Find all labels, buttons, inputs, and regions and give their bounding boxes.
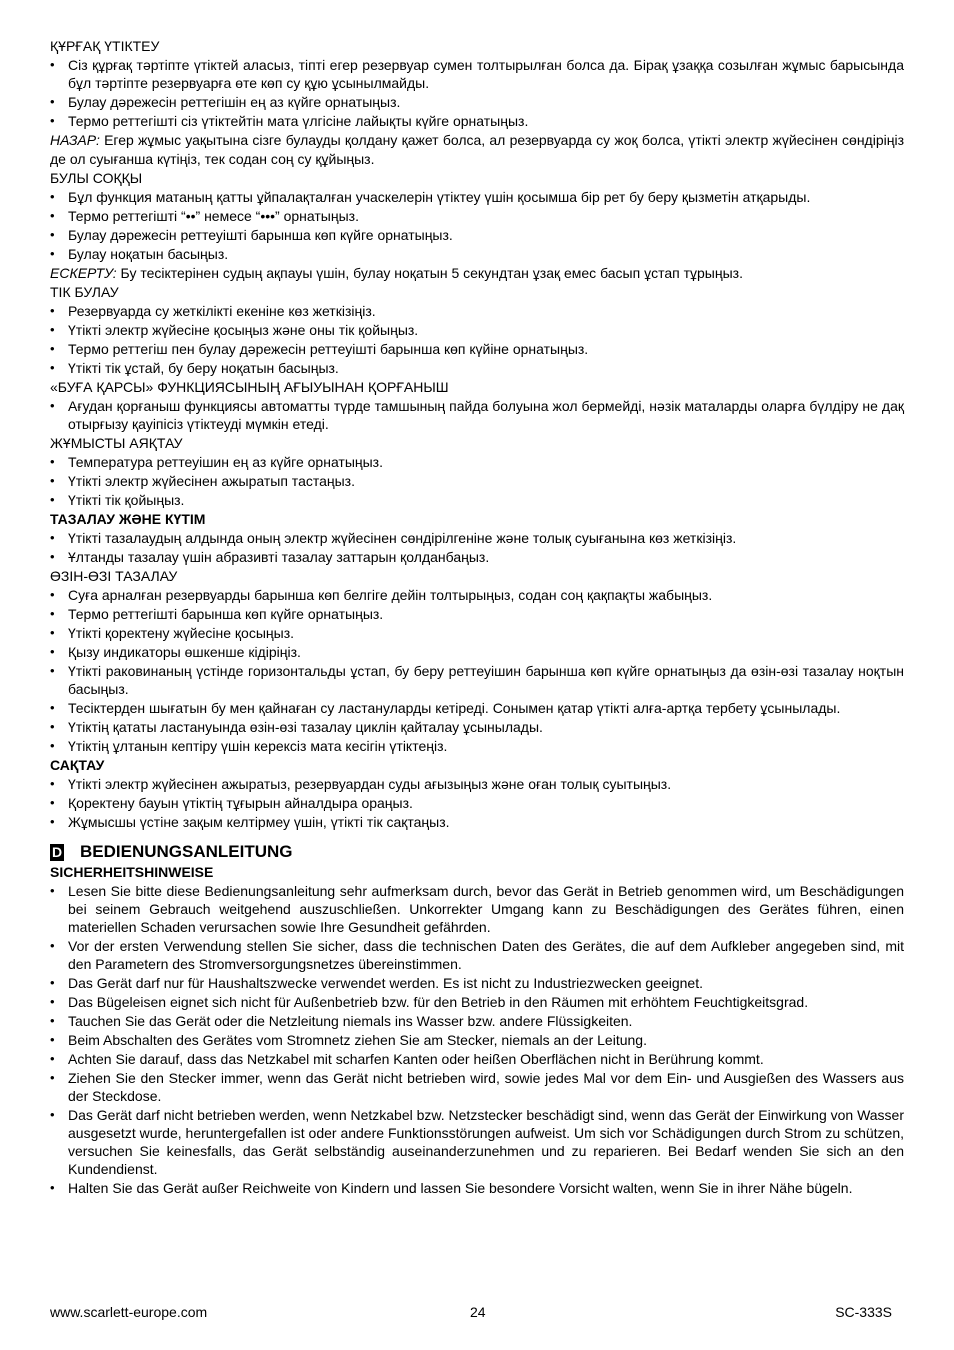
list-item: • Сіз құрғақ тәртіпте үтіктей аласыз, тіпті егер резервуар сумен толтырылған болса да. Бірақ ұзаққа созылған жұмыс барысында бұл тәртіпте резервуарға өте көп су құю ұсынылмайды. — [50, 56, 904, 92]
list-item: • Термо реттегішті “••” немесе “•••” орнатыңыз. — [50, 207, 904, 225]
list-item: • Булау дәрежесін реттегішін ең аз күйге орнатыңыз. — [50, 93, 904, 111]
note-text: Бу тесіктерінен судың ақпауы үшін, булау ноқатын 5 секундтан ұзақ емес басып ұстап тұрыңыз. — [116, 265, 743, 281]
self-clean-list — [50, 586, 904, 755]
section-title-finish: ЖҰМЫСТЫ АЯҚТАУ — [50, 435, 183, 451]
document-page — [50, 37, 904, 1198]
list-item: • Lesen Sie bitte diese Bedienungsanleitung sehr aufmerksam durch, bevor das Gerät in Betrieb genommen wird, um Beschädigungen bei seinem Gebrauch weitgehend auszuschließen. Unkorrekter Umgang kann zu Beschädigungen des Gerätes führen, einen materiellen Schaden verursachen sowie Ihre Gesundheit gefährden. — [50, 882, 904, 936]
list-item: • Булау ноқатын басыңыз. — [50, 245, 904, 263]
warning-text: Егер жұмыс уақытына сізге булауды қолдану қажет болса, ал резервуарда су жоқ болса, үтікті электр жүйесінен сөндіріңіз де ол суығанша күтіңіз, тек содан соң су құйыңыз. — [50, 132, 904, 167]
footer-page-number: 24 — [470, 1304, 486, 1320]
list-item: • Ziehen Sie den Stecker immer, wenn das Gerät nicht betrieben wird, sowie jedes Mal vor dem Ein- und Ausgießen des Wassers aus der Steckdose. — [50, 1069, 904, 1105]
steam-burst-note — [50, 264, 904, 283]
section-title-dry-ironing: ҚҰРҒАҚ ҮТІКТЕУ — [50, 38, 160, 54]
list-item: • Температура реттеуішин ең аз күйге орнатыңыз. — [50, 453, 904, 471]
safety-list — [50, 882, 904, 1197]
list-item: • Das Gerät darf nicht betrieben werden, wenn Netzkabel bzw. Netzstecker beschädigt sind, wenn das Gerät der Einwirkung von Wasser ausgesetzt wurde, heruntergefallen ist oder andere Funktionsstörungen aufweist. Um sich vor Schädigungen durch Strom zu schützen, versuchen Sie keinesfalls, das Gerät selbständig auseinanderzunehmen und zu reparieren. Bei Bedarf wenden Sie sich an den Kundendienst. — [50, 1106, 904, 1178]
note-label: ЕСКЕРТУ: — [50, 265, 117, 281]
steam-burst-list — [50, 188, 904, 263]
list-item: • Термо реттегішті сіз үтіктейтін мата үлгісіне лайықты күйге орнатыңыз. — [50, 112, 904, 130]
section-title-cleaning: ТАЗАЛАУ ЖӘНЕ КҮТІМ — [50, 511, 206, 527]
page-footer — [50, 1304, 892, 1322]
german-section-title: BEDIENUNGSANLEITUNG — [80, 842, 293, 861]
section-title-self-clean: ӨЗІН-ӨЗІ ТАЗАЛАУ — [50, 568, 178, 584]
list-item: • Achten Sie darauf, dass das Netzkabel mit scharfen Kanten oder heißen Oberflächen nicht in Berührung kommt. — [50, 1050, 904, 1068]
footer-website: www.scarlett-europe.com — [50, 1304, 208, 1320]
list-item: • Суға арналған резервуарды барынша көп белгіге дейін толтырыңыз, содан соң қақпақты жабыңыз. — [50, 586, 904, 604]
list-item: • Das Gerät darf nur für Haushaltszwecke verwendet werden. Es ist nicht zu Industriezwecken geeignet. — [50, 974, 904, 992]
finish-list — [50, 453, 904, 509]
list-item: • Ағудан қорғаныш функциясы автоматты түрде тамшының пайда болуына жол бермейді, нәзік маталарды оларға бүлдіру не дақ отырғызу қауіпісіз үтіктеуді мүмкін етеді. — [50, 397, 904, 433]
section-title-vertical-steam: ТІК БУЛАУ — [50, 284, 119, 300]
list-item: • Үтікті тік ұстай, бу беру ноқатын басыңыз. — [50, 359, 904, 377]
dry-ironing-list — [50, 56, 904, 130]
storage-list — [50, 775, 904, 831]
list-item: • Үтікті тік қойыңыз. — [50, 491, 904, 509]
language-badge: D — [51, 843, 63, 860]
list-item: • Үтікті электр жүйесіне қосыңыз және оны тік қойыңыз. — [50, 321, 904, 339]
dry-ironing-warning — [50, 131, 904, 169]
footer-model: SC-333S — [835, 1304, 892, 1320]
list-item: • Резервуарда су жеткілікті екеніне көз жеткізіңіз. — [50, 302, 904, 320]
cleaning-list — [50, 529, 904, 566]
list-item: • Ұлтанды тазалау үшін абразивті тазалау заттарын қолданбаңыз. — [50, 548, 904, 566]
list-item: • Жұмысшы үстіне зақым келтірмеу үшін, үтікті тік сақтаңыз. — [50, 813, 904, 831]
list-item: • Beim Abschalten des Gerätes vom Stromnetz ziehen Sie am Stecker, niemals an der Leitung. — [50, 1031, 904, 1049]
list-item: • Үтікті электр жүйесінен ажыратыз, резервуардан суды ағызыңыз және оған толық суытыңыз. — [50, 775, 904, 793]
list-item: • Үтікті раковинаның үстінде горизонтальды ұстап, бу беру реттеуішин барынша көп күйге орнатыңыз да өзін-өзі тазалау ноқтын басыңыз. — [50, 662, 904, 698]
list-item: • Термо реттегіш пен булау дәрежесін реттеуішті барынша көп күйіне орнатыңыз. — [50, 340, 904, 358]
section-title-safety: SICHERHEITSHINWEISE — [50, 864, 214, 880]
list-item: • Vor der ersten Verwendung stellen Sie sicher, dass die technischen Daten des Gerätes, die auf dem Aufkleber angegeben sind, mit den Parametern des Stromversorgungsnetzes übereinstimmen. — [50, 937, 904, 973]
section-title-steam-burst: БУЛЫ СОҚҚЫ — [50, 170, 143, 186]
list-item: • Үтіктің қататы ластануында өзін-өзі тазалау циклін қайталау ұсынылады. — [50, 718, 904, 736]
list-item: • Үтікті электр жүйесінен ажыратып тастаңыз. — [50, 472, 904, 490]
list-item: • Қоректену бауын үтіктің тұғырын айналдыра ораңыз. — [50, 794, 904, 812]
vertical-steam-list — [50, 302, 904, 377]
list-item: • Үтіктің ұлтанын кептіру үшін керексіз мата кесігін үтіктеңіз. — [50, 737, 904, 755]
warning-label: НАЗАР: — [50, 132, 100, 148]
anti-drip-list — [50, 397, 904, 433]
list-item: • Үтікті қоректену жүйесіне қосыңыз. — [50, 624, 904, 642]
list-item: • Тесіктерден шығатын бу мен қайнаған су ластануларды кетіреді. Сонымен қатар үтікті алға-артқа тербету ұсынылады. — [50, 699, 904, 717]
list-item: • Das Bügeleisen eignet sich nicht für Außenbetrieb bzw. für den Betrieb in den Räumen mit erhöhtem Feuchtigkeitsgrad. — [50, 993, 904, 1011]
german-section-heading — [50, 841, 904, 863]
section-title-anti-drip: «БУҒА ҚАРСЫ» ФУНКЦИЯСЫНЫҢ АҒЫУЫНАН ҚОРҒАНЫШ — [50, 379, 449, 395]
list-item: • Булау дәрежесін реттеуішті барынша көп күйге орнатыңыз. — [50, 226, 904, 244]
list-item: • Үтікті тазалаудың алдында оның электр жүйесінен сөндірілгеніне және толық суығанына көз жеткізіңіз. — [50, 529, 904, 547]
list-item: • Tauchen Sie das Gerät oder die Netzleitung niemals ins Wasser bzw. andere Flüssigkeiten. — [50, 1012, 904, 1030]
section-title-storage: САҚТАУ — [50, 757, 105, 773]
list-item: • Halten Sie das Gerät außer Reichweite von Kindern und lassen Sie besondere Vorsicht walten, wenn Sie in ihrer Nähe bügeln. — [50, 1179, 904, 1197]
list-item: • Термо реттегішті барынша көп күйге орнатыңыз. — [50, 605, 904, 623]
list-item: • Бұл функция матаның қатты ұйпалақталған учаскелерін үтіктеу үшін қосымша бір рет бу беру қызметін атқарыды. — [50, 188, 904, 206]
list-item: • Қызу индикаторы өшкенше кідіріңіз. — [50, 643, 904, 661]
